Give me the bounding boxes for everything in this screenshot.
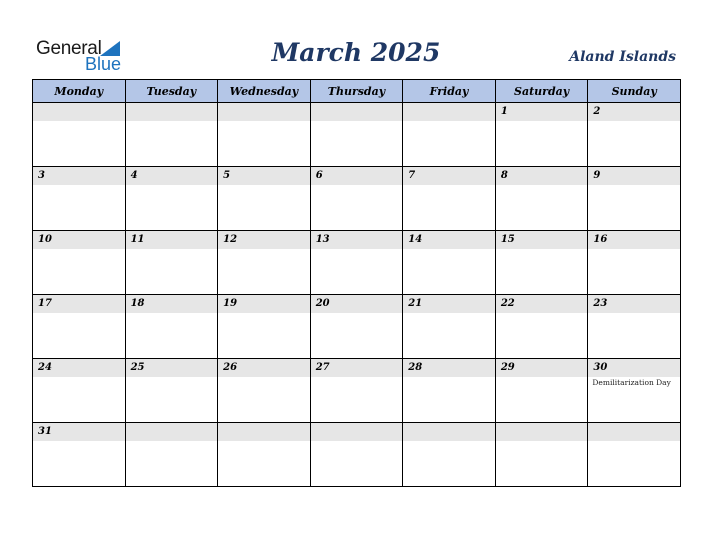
day-number-band xyxy=(218,103,310,121)
day-number: 12 xyxy=(223,234,238,245)
day-number: 23 xyxy=(593,298,608,309)
day-cell xyxy=(495,167,588,231)
day-number-band xyxy=(126,423,218,441)
day-number-band xyxy=(311,295,403,313)
week-row xyxy=(33,423,681,487)
day-number-band xyxy=(588,167,680,185)
day-cell xyxy=(403,167,496,231)
day-number: 10 xyxy=(38,234,52,245)
day-number-band xyxy=(588,231,680,249)
day-number-band xyxy=(588,103,680,121)
day-number-band xyxy=(311,359,403,377)
day-cell xyxy=(218,359,311,423)
day-number: 15 xyxy=(500,234,515,245)
weekday-header: Sunday xyxy=(588,80,681,103)
day-number-band xyxy=(588,359,680,377)
week-row xyxy=(33,295,681,359)
weekday-header: Thursday xyxy=(310,80,403,103)
weekday-header: Tuesday xyxy=(125,80,218,103)
day-number: 20 xyxy=(315,298,330,309)
week-row xyxy=(33,103,681,167)
day-number-band xyxy=(218,295,310,313)
day-cell xyxy=(33,295,126,359)
day-number-band xyxy=(311,423,403,441)
country-name: Aland Islands xyxy=(569,49,676,65)
day-number-band xyxy=(218,167,310,185)
day-cell xyxy=(125,231,218,295)
day-number-band xyxy=(126,359,218,377)
day-cell xyxy=(310,103,403,167)
day-cell xyxy=(588,103,681,167)
weekday-header-row xyxy=(33,80,681,103)
day-number: 16 xyxy=(593,234,608,245)
day-number-band xyxy=(33,295,125,313)
day-number-band xyxy=(496,231,588,249)
day-number: 4 xyxy=(130,170,138,181)
day-number-band xyxy=(588,423,680,441)
day-cell xyxy=(495,423,588,487)
day-number-band xyxy=(33,423,125,441)
day-number: 22 xyxy=(500,298,515,309)
day-cell xyxy=(33,359,126,423)
day-number: 26 xyxy=(223,362,238,373)
day-number-band xyxy=(403,103,495,121)
day-number-band xyxy=(588,295,680,313)
holiday-label: Demilitarization Day xyxy=(592,378,671,387)
day-number-band xyxy=(33,167,125,185)
weekday-header: Saturday xyxy=(495,80,588,103)
logo-text-blue: Blue xyxy=(85,54,122,74)
day-cell xyxy=(310,231,403,295)
weekday-header: Friday xyxy=(403,80,496,103)
day-number: 27 xyxy=(315,362,330,373)
day-cell xyxy=(218,423,311,487)
day-number: 18 xyxy=(130,298,145,309)
day-cell xyxy=(33,423,126,487)
day-number-band xyxy=(496,167,588,185)
day-cell xyxy=(588,295,681,359)
day-number: 3 xyxy=(38,170,45,181)
day-number: 24 xyxy=(38,362,52,373)
week-row xyxy=(33,167,681,231)
day-cell xyxy=(33,231,126,295)
day-number-band xyxy=(126,167,218,185)
day-number: 2 xyxy=(593,106,601,117)
day-number-band xyxy=(403,359,495,377)
day-cell xyxy=(310,167,403,231)
week-row xyxy=(33,231,681,295)
day-number-band xyxy=(496,423,588,441)
day-number: 9 xyxy=(593,170,601,181)
day-number: 14 xyxy=(408,234,423,245)
day-number-band xyxy=(311,167,403,185)
day-cell xyxy=(33,167,126,231)
calendar-title: March 2025 xyxy=(271,38,441,67)
day-cell xyxy=(310,359,403,423)
day-cell xyxy=(495,231,588,295)
day-cell xyxy=(403,295,496,359)
day-number-band xyxy=(496,295,588,313)
day-cell xyxy=(218,295,311,359)
day-cell xyxy=(495,103,588,167)
week-row xyxy=(33,359,681,423)
day-number-band xyxy=(311,231,403,249)
day-cell xyxy=(588,167,681,231)
day-number-band xyxy=(33,231,125,249)
day-cell xyxy=(310,423,403,487)
day-cell xyxy=(218,231,311,295)
day-number: 19 xyxy=(223,298,238,309)
day-cell xyxy=(495,295,588,359)
day-number: 28 xyxy=(408,362,423,373)
day-number: 29 xyxy=(500,362,515,373)
day-number-band xyxy=(496,359,588,377)
generalblue-logo xyxy=(36,38,126,74)
day-number: 8 xyxy=(500,170,508,181)
day-number-band xyxy=(218,359,310,377)
day-cell xyxy=(403,359,496,423)
day-number-band xyxy=(496,103,588,121)
day-cell xyxy=(403,231,496,295)
day-number-band xyxy=(126,295,218,313)
logo-text-general: General xyxy=(36,38,102,59)
day-cell xyxy=(33,103,126,167)
day-number-band xyxy=(403,231,495,249)
day-number-band xyxy=(403,295,495,313)
day-number-band xyxy=(33,359,125,377)
day-cell xyxy=(218,103,311,167)
day-cell xyxy=(125,359,218,423)
day-number-band xyxy=(126,103,218,121)
day-number-band xyxy=(218,423,310,441)
day-cell xyxy=(403,423,496,487)
day-number-band xyxy=(403,423,495,441)
day-cell xyxy=(403,103,496,167)
day-number-band xyxy=(311,103,403,121)
day-number: 13 xyxy=(315,234,330,245)
day-number: 31 xyxy=(38,426,52,437)
day-number-band xyxy=(33,103,125,121)
day-cell xyxy=(125,295,218,359)
day-number-band xyxy=(403,167,495,185)
day-number: 17 xyxy=(38,298,52,309)
day-cell xyxy=(588,359,681,423)
day-number: 6 xyxy=(315,170,323,181)
day-number: 21 xyxy=(408,298,423,309)
day-number-band xyxy=(126,231,218,249)
day-number: 1 xyxy=(500,106,508,117)
day-cell xyxy=(125,103,218,167)
day-number: 30 xyxy=(593,362,608,373)
day-number: 25 xyxy=(130,362,145,373)
day-cell xyxy=(218,167,311,231)
day-cell xyxy=(588,423,681,487)
day-cell xyxy=(125,167,218,231)
day-cell xyxy=(495,359,588,423)
day-number-band xyxy=(218,231,310,249)
weekday-header: Monday xyxy=(33,80,126,103)
day-number: 5 xyxy=(223,170,231,181)
calendar-grid xyxy=(32,79,681,487)
day-cell xyxy=(125,423,218,487)
day-number: 11 xyxy=(130,234,145,245)
day-cell xyxy=(588,231,681,295)
weekday-header: Wednesday xyxy=(218,80,311,103)
day-cell xyxy=(310,295,403,359)
day-number: 7 xyxy=(408,170,416,181)
